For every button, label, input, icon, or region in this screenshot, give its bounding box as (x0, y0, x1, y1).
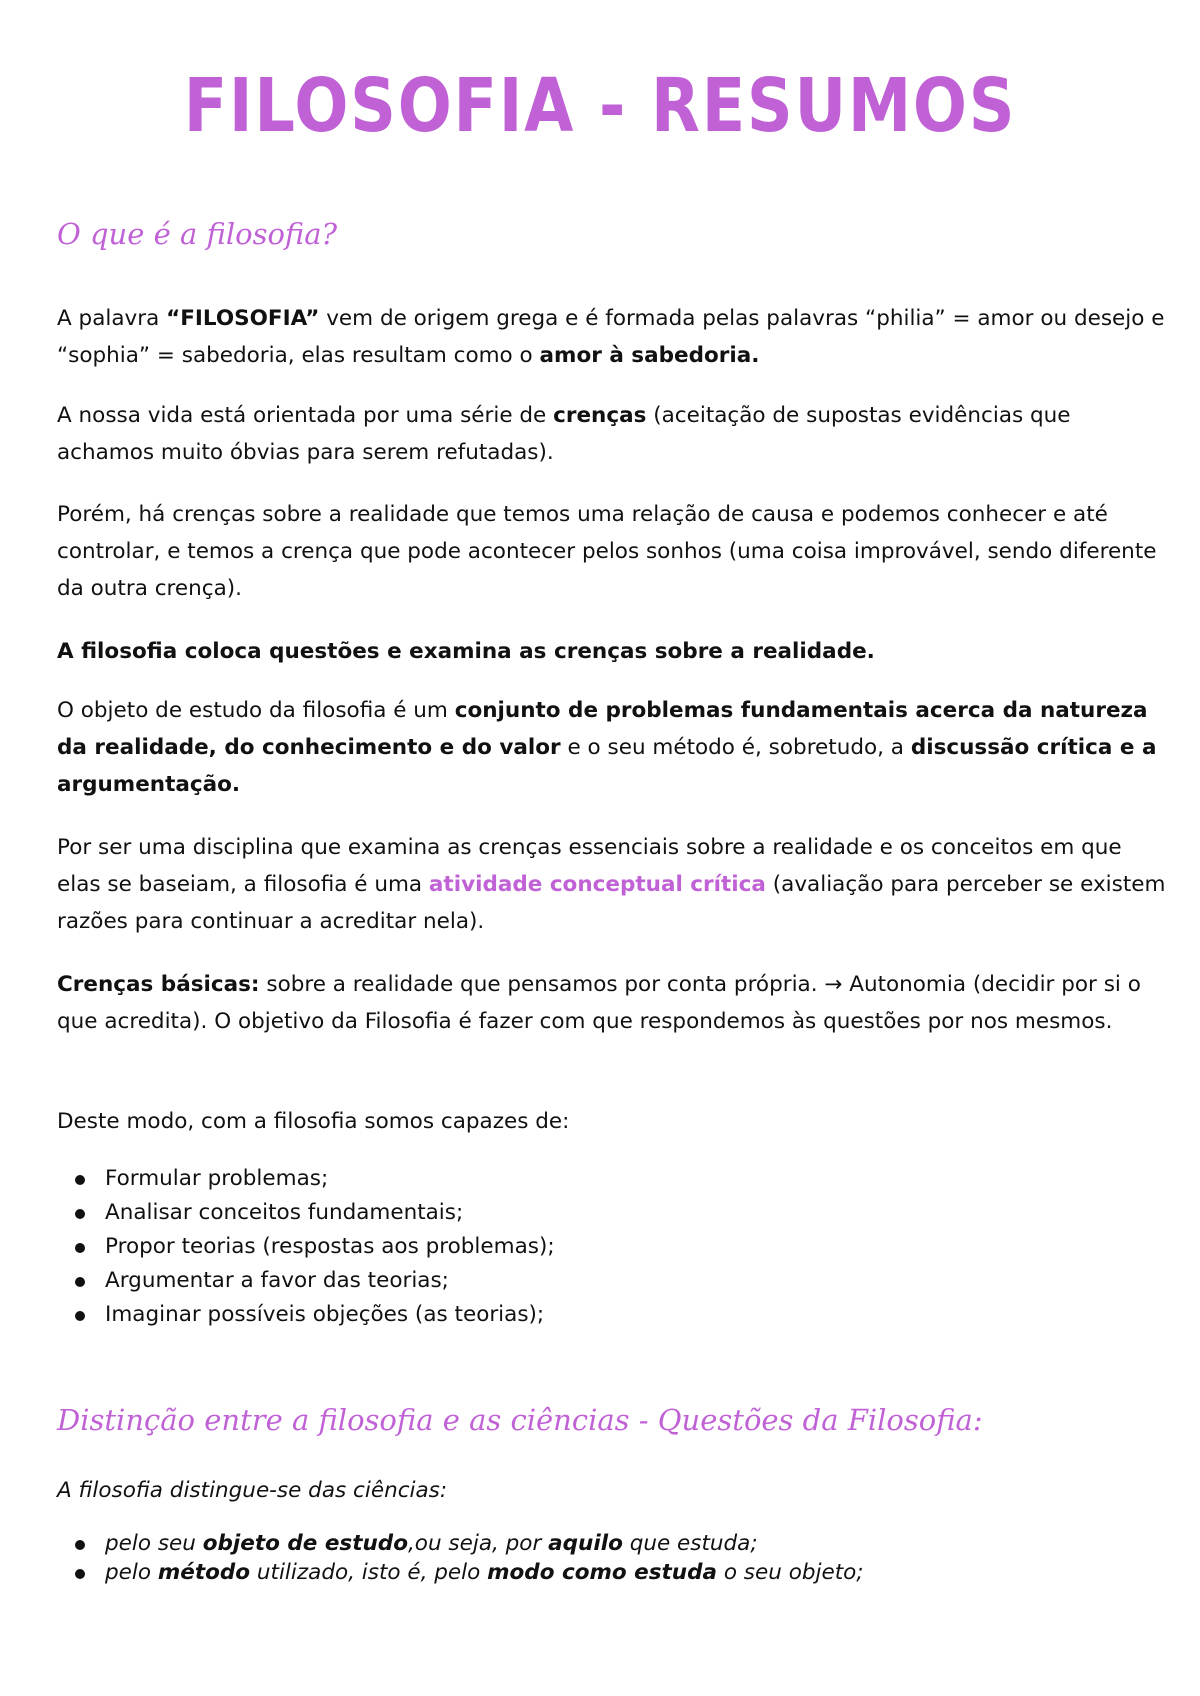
list-item: Propor teorias (respostas aos problemas); (57, 1230, 555, 1264)
list-item: pelo método utilizado, isto é, pelo modo como estuda o seu objeto; (57, 1558, 864, 1587)
section-heading-philosophy-vs-sciences: Distinção entre a filosofia e as ciências - Questões da Filosofia: (57, 1403, 983, 1437)
list-item: pelo seu objeto de estudo,ou seja, por aquilo que estuda; (57, 1529, 864, 1558)
paragraph-object-of-study: O objeto de estudo da filosofia é um conjunto de problemas fundamentais acerca da natureza da realidade, do conhecimento e do valor e o seu método é, sobretudo, a discussão crítica e a argumentação. (57, 698, 1157, 797)
capabilities-list (57, 1162, 555, 1332)
list-item: Analisar conceitos fundamentais; (57, 1196, 555, 1230)
paragraph-distinction-intro: A filosofia distingue-se das ciências: (57, 1478, 448, 1503)
paragraph-critical-activity: Por ser uma disciplina que examina as crenças essenciais sobre a realidade e os conceitos em que elas se baseiam, a filosofia é uma atividade conceptual crítica (avaliação para perceber se existem razões para continuar a acreditar nela). (57, 835, 1166, 934)
list-item: Imaginar possíveis objeções (as teorias); (57, 1298, 555, 1332)
page-title: FILOSOFIA - RESUMOS (183, 63, 1017, 149)
list-item: Formular problemas; (57, 1162, 555, 1196)
paragraph-etymology: A palavra “FILOSOFIA” vem de origem grega e é formada pelas palavras “philia” = amor ou desejo e “sophia” = sabedoria, elas resultam como o amor à sabedoria. (57, 306, 1165, 368)
paragraph-basic-beliefs: Crenças básicas: sobre a realidade que pensamos por conta própria. → Autonomia (decidir por si o que acredita). O objetivo da Filosofia é fazer com que respondemos às questões por nos mesmos. (57, 972, 1141, 1034)
paragraph-beliefs: A nossa vida está orientada por uma série de crenças (aceitação de supostas evidências que achamos muito óbvias para serem refutadas). (57, 403, 1071, 465)
distinction-list (57, 1529, 864, 1587)
list-item: Argumentar a favor das teorias; (57, 1264, 555, 1298)
paragraph-philosophy-questions: A filosofia coloca questões e examina as crenças sobre a realidade. (57, 639, 875, 664)
highlight-critical-activity: atividade conceptual crítica (428, 872, 766, 897)
section-heading-what-is-philosophy: O que é a filosofia? (57, 217, 338, 251)
paragraph-capabilities-intro: Deste modo, com a filosofia somos capazes de: (57, 1109, 570, 1134)
paragraph-reality-beliefs: Porém, há crenças sobre a realidade que temos uma relação de causa e podemos conhecer e até controlar, e temos a crença que pode acontecer pelos sonhos (uma coisa improvável, sendo diferente da outra crença). (57, 502, 1157, 601)
